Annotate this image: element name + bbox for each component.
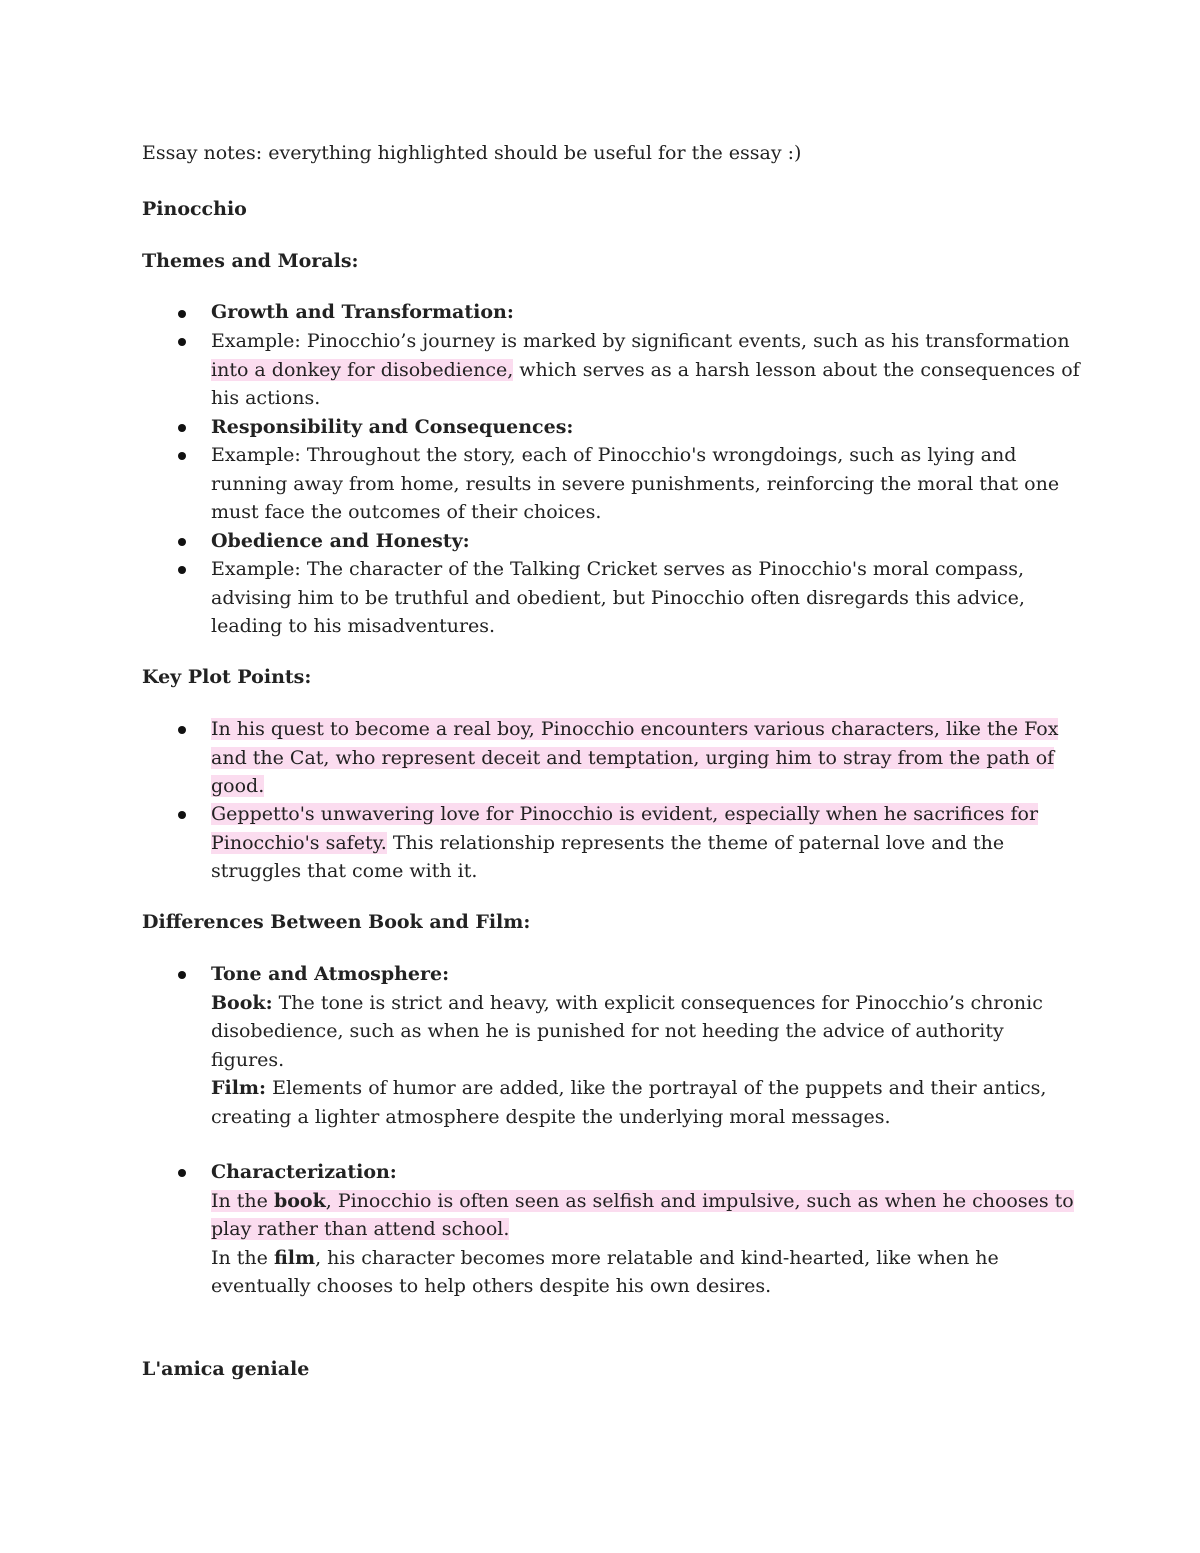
- highlight: Geppetto's unwavering love for Pinocchio is evident, especially when he sacrifices for: [211, 803, 1039, 825]
- theme-obedience-label: Obedience and Honesty:: [211, 530, 470, 552]
- bullet: [178, 338, 186, 346]
- plot-point-2: Geppetto's unwavering love for Pinocchio is evident, especially when he sacrifices for Pinocchio's safety. This relationship represents the theme of paternal love and the struggles that come with it.: [211, 803, 1039, 882]
- section-title-lamica-geniale: L'amica geniale: [142, 1358, 310, 1380]
- bullet: [178, 310, 186, 318]
- bullet: [178, 811, 186, 819]
- highlight: Pinocchio's safety.: [211, 831, 387, 854]
- differences-heading: Differences Between Book and Film:: [142, 911, 531, 933]
- bullet: [178, 1169, 186, 1177]
- theme-growth-example: Example: Pinocchio’s journey is marked by significant events, such as his transformation into a donkey for disobedience, which serves as a harsh lesson about the consequences of his actions.: [211, 330, 1080, 409]
- highlight: into a donkey for disobedience,: [211, 358, 514, 381]
- highlight: In the book, Pinocchio is often seen as selfish and impulsive, such as when he chooses to: [211, 1189, 1074, 1212]
- bullet: [178, 424, 186, 432]
- theme-growth-label: Growth and Transformation:: [211, 301, 514, 323]
- bullet: [178, 726, 186, 734]
- highlight: and the Cat, who represent deceit and temptation, urging him to stray from the path of: [211, 746, 1055, 769]
- plot-heading: Key Plot Points:: [142, 666, 312, 688]
- theme-responsibility-example: Example: Throughout the story, each of Pinocchio's wrongdoings, such as lying and running away from home, results in severe punishments, reinforcing the moral that one must face the outcomes of their choices.: [211, 444, 1060, 523]
- themes-heading: Themes and Morals:: [142, 250, 359, 272]
- diff-tone: Tone and Atmosphere: Book: The tone is strict and heavy, with explicit consequences for Pinocchio’s chronic disobedience, such as when he is punished for not heeding the advice of authority figures. Film: Elements of humor are added, like the portrayal of the puppets and their antics, creating a lighter atmosphere despite the underlying moral messages.: [211, 963, 1047, 1128]
- bullet: [178, 566, 186, 574]
- theme-responsibility-label: Responsibility and Consequences:: [211, 416, 574, 438]
- highlight: good.: [211, 775, 265, 797]
- theme-obedience-example: Example: The character of the Talking Cricket serves as Pinocchio's moral compass, advising him to be truthful and obedient, but Pinocchio often disregards this advice, leading to his misadventures.: [211, 558, 1025, 637]
- highlight: In his quest to become a real boy, Pinocchio encounters various characters, like the Fox: [211, 718, 1059, 740]
- plot-point-1: [211, 715, 1091, 801]
- intro-text: Essay notes: everything highlighted should be useful for the essay :): [142, 142, 802, 164]
- section-title-pinocchio: Pinocchio: [142, 198, 247, 220]
- diff-characterization: Characterization: In the book, Pinocchio is often seen as selfish and impulsive, such as when he chooses to play rather than attend school. In the film, his character becomes more relatable and kind-hearted, like when he eventually chooses to help others despite his own desires.: [211, 1161, 1074, 1297]
- bullet: [178, 538, 186, 546]
- highlight: play rather than attend school.: [211, 1218, 510, 1240]
- bullet: [178, 971, 186, 979]
- bullet: [178, 452, 186, 460]
